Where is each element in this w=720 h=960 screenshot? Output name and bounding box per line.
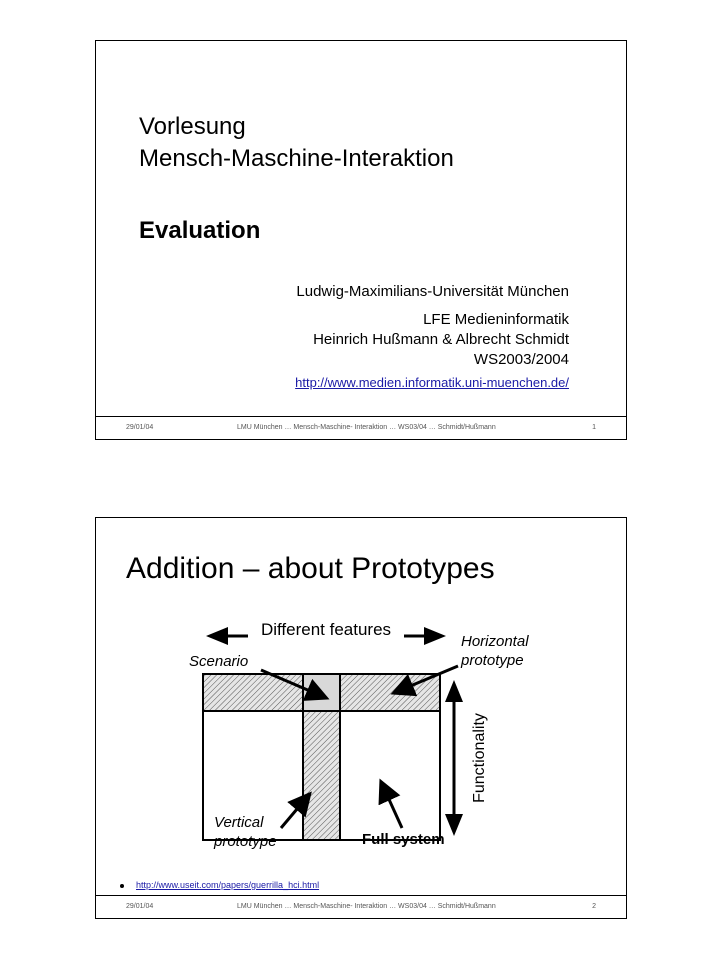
university-name: Ludwig-Maximilians-Universität München (296, 283, 569, 300)
slide-1 (95, 40, 627, 440)
prototype-diagram (96, 518, 626, 893)
label-functionality: Functionality (471, 713, 488, 803)
label-horizontal-prototype-line1: Horizontal (461, 633, 529, 650)
course-title-line2: Mensch-Maschine-Interaktion (139, 145, 454, 172)
authors: Heinrich Hußmann & Albrecht Schmidt (313, 331, 569, 348)
label-full-system: Full system (362, 831, 445, 848)
course-title (139, 111, 454, 175)
semester: WS2003/2004 (473, 351, 569, 368)
footer-date: 29/01/04 (126, 424, 154, 431)
footer-date: 29/01/04 (126, 903, 154, 910)
institute-name: LFE Medieninformatik (423, 311, 569, 328)
footer-page-number: 1 (592, 424, 596, 431)
footer-info: LMU München … Mensch-Maschine- Interaktion … WS03/04 … Schmidt/Hußmann (237, 424, 496, 431)
label-different-features: Different features (260, 620, 392, 639)
functionality-arrow (445, 680, 463, 836)
label-scenario: Scenario (189, 653, 249, 670)
scenario-intersection (303, 674, 340, 711)
label-horizontal-prototype-line2: prototype (461, 652, 524, 669)
lecture-subtitle: Evaluation (139, 217, 261, 244)
bullet-icon (120, 884, 124, 888)
slide-footer (96, 416, 626, 439)
label-vertical-prototype-line2: prototype (214, 833, 277, 850)
institute-url-link[interactable]: http://www.medien.informatik.uni-muenchen.de/ (295, 375, 569, 390)
slide-footer (96, 895, 626, 918)
reference-list-item (120, 880, 319, 890)
footer-page-number: 2 (592, 903, 596, 910)
useit-reference-link[interactable]: http://www.useit.com/papers/guerrilla_hci.html (136, 880, 320, 890)
slide-2 (95, 517, 627, 919)
course-title-line1: Vorlesung (139, 113, 246, 140)
footer-info: LMU München … Mensch-Maschine- Interaktion … WS03/04 … Schmidt/Hußmann (237, 903, 496, 910)
label-vertical-prototype-line1: Vertical (214, 814, 264, 831)
slide-title: Addition – about Prototypes (126, 552, 495, 585)
